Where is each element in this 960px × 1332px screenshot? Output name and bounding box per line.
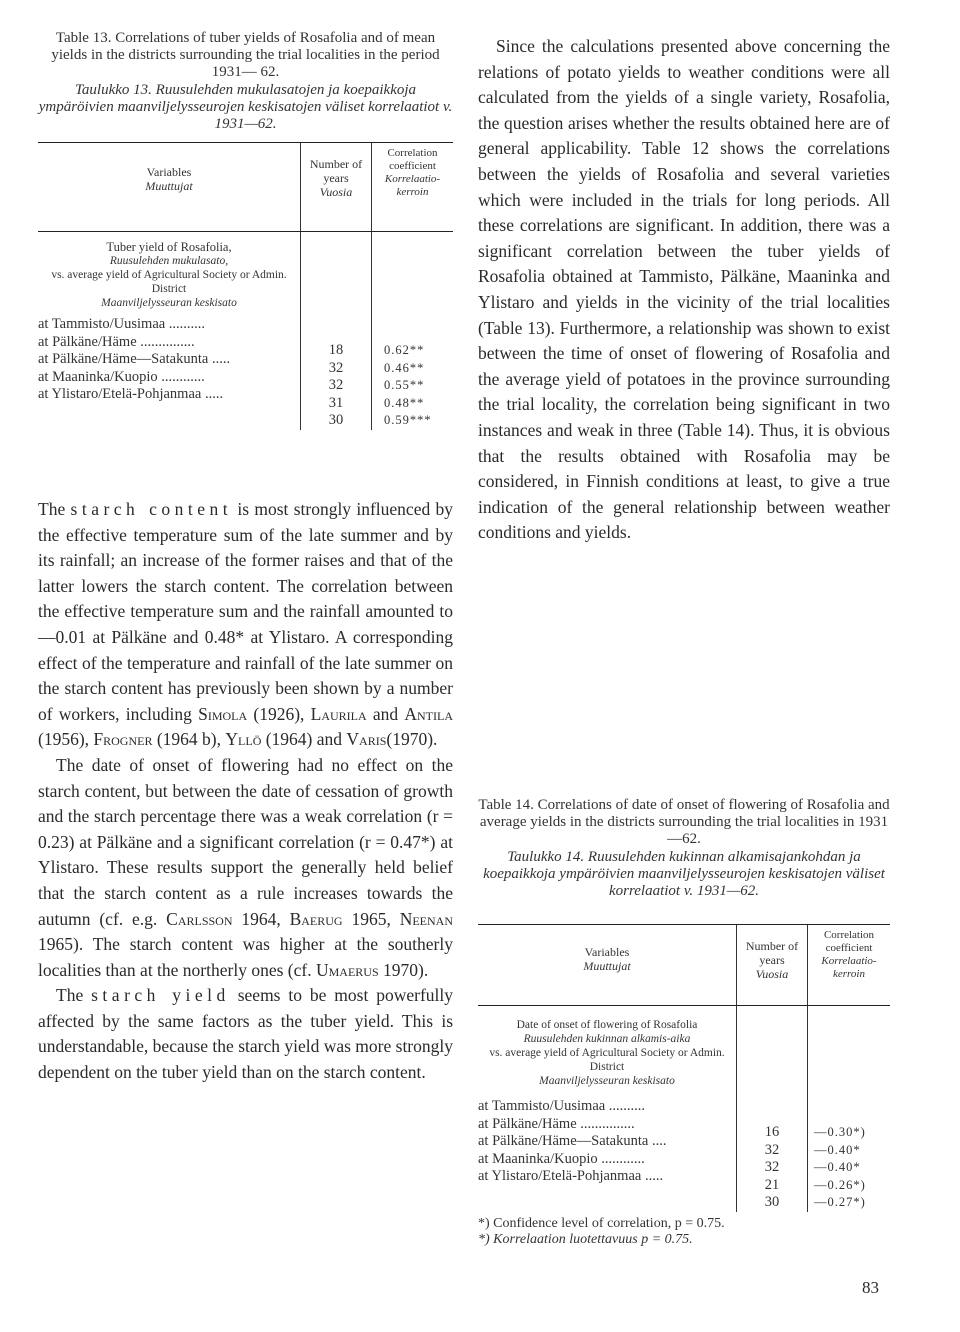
left-body-text: [38, 497, 453, 1086]
header-variables-fi: Muuttujat: [145, 179, 193, 193]
years-cell: 18: [328, 342, 344, 358]
table-row: at Pälkäne/Häme—Satakunta .....: [38, 351, 231, 367]
header-correlation: Correlation coefficient: [387, 147, 438, 172]
table-14-footnote-fi: *) Korrelaation luotettavuus p = 0.75.: [478, 1231, 693, 1247]
table-13-subheading: [38, 232, 300, 316]
table-14-caption: Table 14. Correlations of date of onset of flowering of Rosafolia and average yields in the districts surrounding the trial localities in 1931—62.: [478, 797, 890, 847]
table-row: at Pälkäne/Häme ...............: [38, 333, 195, 350]
table-13-caption: Table 13. Correlations of tuber yields of Rosafolia and of mean yields in the districts surrounding the trial localities in the period 1931— 62.: [51, 30, 440, 80]
years-cell: 30: [328, 412, 344, 428]
years-cell: 32: [328, 377, 344, 393]
page-number: 83: [862, 1278, 879, 1297]
table-13-caption-fi: Taulukko 13. Ruusulehden mukulasatojen ja koepaikkoja ympäröivien maanviljelysseurojen keskisatojen väliset korrelaatiot v. 1931—62.: [38, 82, 453, 132]
table-row: at Ylistaro/Etelä-Pohjanmaa .....: [38, 386, 224, 402]
table-13: [38, 30, 453, 430]
table-14-header: [478, 925, 890, 1005]
sub-average-yield-fi: Maanviljelysseuran keskisato: [101, 297, 237, 309]
table-13-header: [38, 143, 453, 231]
years-cell: 32: [764, 1141, 780, 1158]
years-cell: 32: [764, 1159, 780, 1175]
sub-average-yield: vs. average yield of Agricultural Society or Admin. District: [51, 269, 287, 295]
correlation-cell: —0.30*): [814, 1125, 866, 1139]
years-cell: 32: [328, 359, 344, 376]
paragraph-applicability: Since the calculations presented above concerning the relations of potato yields to weather conditions were all calculated from the yields of a single variety, Rosafolia, the question arises whether the results obtained here are of general applicability. Table 12 shows the correlations between the yields of Rosafolia and several varieties which were included in the trials for long periods. All these correlations are significant. In addition, there was a significant correlation between the tuber yields of Rosafolia obtained at Tammisto, Pälkäne, Maaninka and Ylistaro and yields in the vicinity of the trial localities (Table 13). Furthermore, a relationship was shown to exist between the time of onset of flowering of Rosafolia and the average yield of potatoes in the province surrounding the trial locality, the correlation being significant in two instances and weak in three (Table 14). Thus, it is obvious that the results obtained with Rosafolia may be considered, in Finnish conditions at least, to give a true indication of the general relationship between weather conditions and yields.: [478, 36, 890, 543]
sub-average-yield: vs. average yield of Agricultural Society or Admin. District: [489, 1047, 725, 1073]
header-variables: Variables: [584, 945, 630, 959]
table-14-footnote: *) Confidence level of correlation, p = 0.75.: [478, 1215, 725, 1231]
right-body-text: [478, 34, 890, 546]
paragraph-flowering: The date of onset of flowering had no effect on the starch content, but between the date of cessation of growth and the starch percentage there was a weak correlation (r = 0.23) at Pälkäne and a significant correlation (r = 0.47*) at Ylistaro. These results support the generally held belief that the starch content as a rule increases towards the autumn (cf. e.g. Carlsson 1964, Baerug 1965, Neenan 1965). The starch content was higher at the southerly localities than at the northerly ones (cf. Umaerus 1970).: [38, 754, 453, 980]
header-variables: Variables: [146, 165, 192, 179]
correlation-cell: —0.40*: [814, 1160, 861, 1174]
paragraph-starch-content: The starch content is most strongly influenced by the effective temperature sum of the late summer and by its rainfall; an increase of the former raises and that of the latter lowers the starch content. The correlation between the effective temperature sum and the rainfall amounted to —0.01 at Pälkäne and 0.48* at Ylistaro. A corresponding effect of the temperature and rainfall of the late summer on the starch content has previously been shown by a number of workers, including Simola (1926), Laurila and Antila (1956), Frogner (1964 b), Yllö (1964) and Varis(1970).: [38, 499, 454, 750]
header-correlation-fi: Korrelaatio-kerroin: [384, 173, 441, 198]
paragraph-starch-yield: The starch yield seems to be most powerfully affected by the same factors as the tuber yield. This is understandable, because the starch yield was more strongly dependent on the tuber yield than on the starch content.: [38, 985, 454, 1083]
correlation-cell: 0.55**: [384, 378, 425, 392]
table-14: [478, 797, 890, 1248]
correlation-cell: —0.40*: [814, 1142, 861, 1157]
table-row: at Tammisto/Uusimaa ..........: [478, 1098, 646, 1114]
header-number-fi: Vuosia: [319, 185, 353, 199]
header-number: Number of years: [309, 157, 363, 185]
header-number: Number of years: [745, 939, 799, 967]
table-14-subheading: [478, 1006, 736, 1098]
header-number-fi: Vuosia: [755, 967, 789, 981]
table-row: at Tammisto/Uusimaa ..........: [38, 316, 206, 332]
correlation-cell: 0.48**: [384, 395, 425, 410]
table-row: at Maaninka/Kuopio ............: [478, 1150, 645, 1167]
table-row: at Ylistaro/Etelä-Pohjanmaa .....: [478, 1168, 664, 1184]
sub-tuber-yield: Tuber yield of Rosafolia,: [106, 240, 232, 254]
table-row: at Maaninka/Kuopio ............: [38, 368, 205, 385]
correlation-cell: —0.26*): [814, 1177, 866, 1192]
sub-flowering-date: Date of onset of flowering of Rosafolia: [516, 1019, 698, 1031]
table-row: at Pälkäne/Häme—Satakunta ....: [478, 1133, 667, 1149]
table-row: at Pälkäne/Häme ...............: [478, 1115, 635, 1132]
years-cell: 16: [764, 1124, 780, 1140]
header-correlation: Correlation coefficient: [823, 929, 875, 954]
correlation-cell: 0.62**: [384, 343, 425, 357]
correlation-cell: —0.27*): [814, 1195, 866, 1209]
table-14-caption-fi: Taulukko 14. Ruusulehden kukinnan alkamisajankohdan ja koepaikkoja ympäröivien maanviljelysseurojen keskisatojen väliset korrelaatiot v. 1931—62.: [483, 849, 885, 899]
header-variables-fi: Muuttujat: [583, 959, 631, 973]
years-cell: 31: [328, 394, 344, 411]
correlation-cell: 0.59***: [384, 413, 432, 427]
header-correlation-fi: Korrelaatio-kerroin: [821, 955, 877, 980]
sub-average-yield-fi: Maanviljelysseuran keskisato: [539, 1075, 675, 1087]
sub-flowering-date-fi: Ruusulehden kukinnan alkamis-aika: [523, 1033, 691, 1045]
correlation-cell: 0.46**: [384, 360, 425, 375]
sub-tuber-yield-fi: Ruusulehden mukulasato,: [109, 255, 229, 267]
years-cell: 21: [764, 1176, 780, 1193]
years-cell: 30: [764, 1194, 780, 1210]
